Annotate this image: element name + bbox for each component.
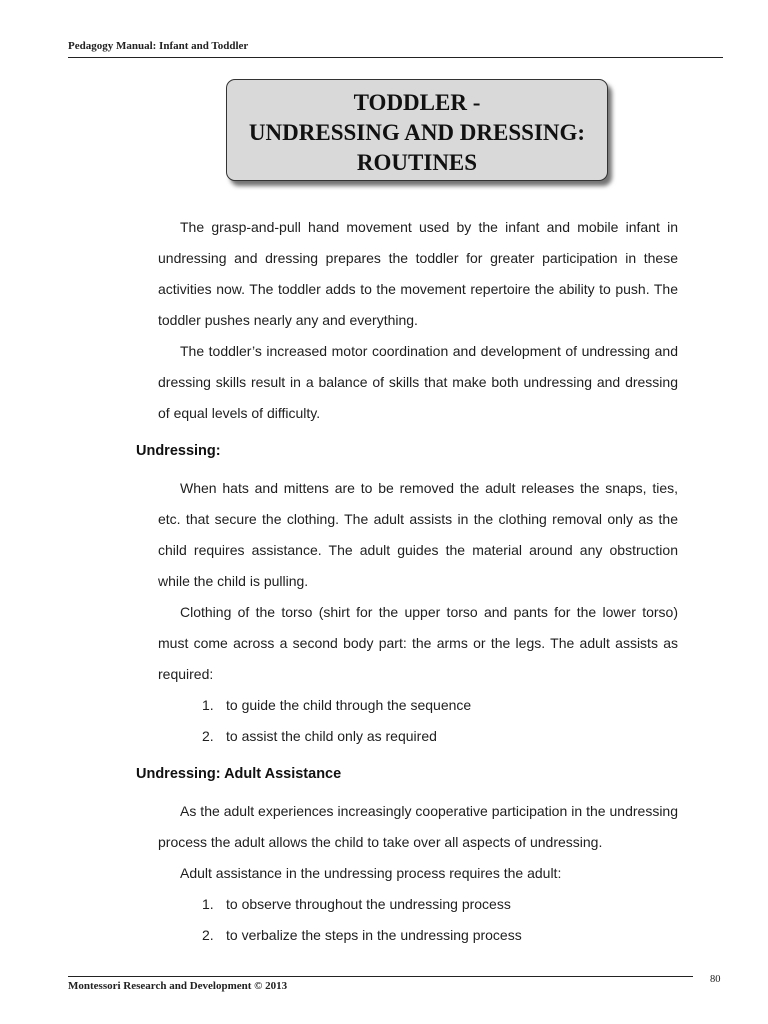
list-item [158, 721, 678, 752]
header-rule [68, 57, 723, 58]
intro-paragraph-2: The toddler’s increased motor coordination and development of undressing and dressing skills result in a balance of skills that make both undressing and dressing of equal levels of difficulty. [158, 343, 678, 421]
footer-credit: Montessori Research and Development © 2013 [68, 980, 288, 992]
undressing-paragraph-2: Clothing of the torso (shirt for the upper torso and pants for the lower torso) must come across a second body part: the arms or the legs. The adult assists as required: [158, 604, 678, 682]
adult-assistance-heading: Undressing: Adult Assistance [136, 766, 342, 782]
title-box [226, 79, 608, 181]
intro-paragraph-1: The grasp-and-pull hand movement used by the infant and mobile infant in undressing and dressing prepares the toddler for greater participation in these activities now. The toddler adds to the movement repertoire the ability to push. The toddler pushes nearly any and everything. [158, 219, 678, 328]
list-item [158, 889, 678, 920]
footer-rule [68, 976, 693, 977]
list-item-number: 2. [202, 927, 214, 943]
list-item-text: to assist the child only as required [226, 728, 437, 744]
page-number: 80 [710, 974, 721, 985]
adult-assistance-paragraph-2: Adult assistance in the undressing process requires the adult: [180, 865, 562, 881]
list-item [158, 690, 678, 721]
adult-assistance-steps-list [158, 889, 678, 951]
adult-assistance-paragraph-1: As the adult experiences increasingly cooperative participation in the undressing process the adult allows the child to take over all aspects of undressing. [158, 803, 678, 850]
list-item-number: 2. [202, 728, 214, 744]
undressing-steps-list [158, 690, 678, 752]
list-item-text: to verbalize the steps in the undressing process [226, 927, 522, 943]
title-line-2: UNDRESSING AND DRESSING: [248, 120, 586, 145]
list-item-text: to observe throughout the undressing process [226, 896, 511, 912]
title-line-3: ROUTINES [356, 150, 478, 175]
list-item-number: 1. [202, 896, 214, 912]
undressing-paragraph-1: When hats and mittens are to be removed the adult releases the snaps, ties, etc. that secure the clothing. The adult assists in the clothing removal only as the child requires assistance. The adult guides the material around any obstruction while the child is pulling. [158, 480, 678, 589]
page-body [136, 212, 678, 951]
running-header: Pedagogy Manual: Infant and Toddler [68, 40, 249, 52]
list-item-text: to guide the child through the sequence [226, 697, 472, 713]
undressing-heading: Undressing: [136, 443, 221, 459]
list-item [158, 920, 678, 951]
title-line-1: TODDLER - [353, 90, 481, 115]
list-item-number: 1. [202, 697, 214, 713]
